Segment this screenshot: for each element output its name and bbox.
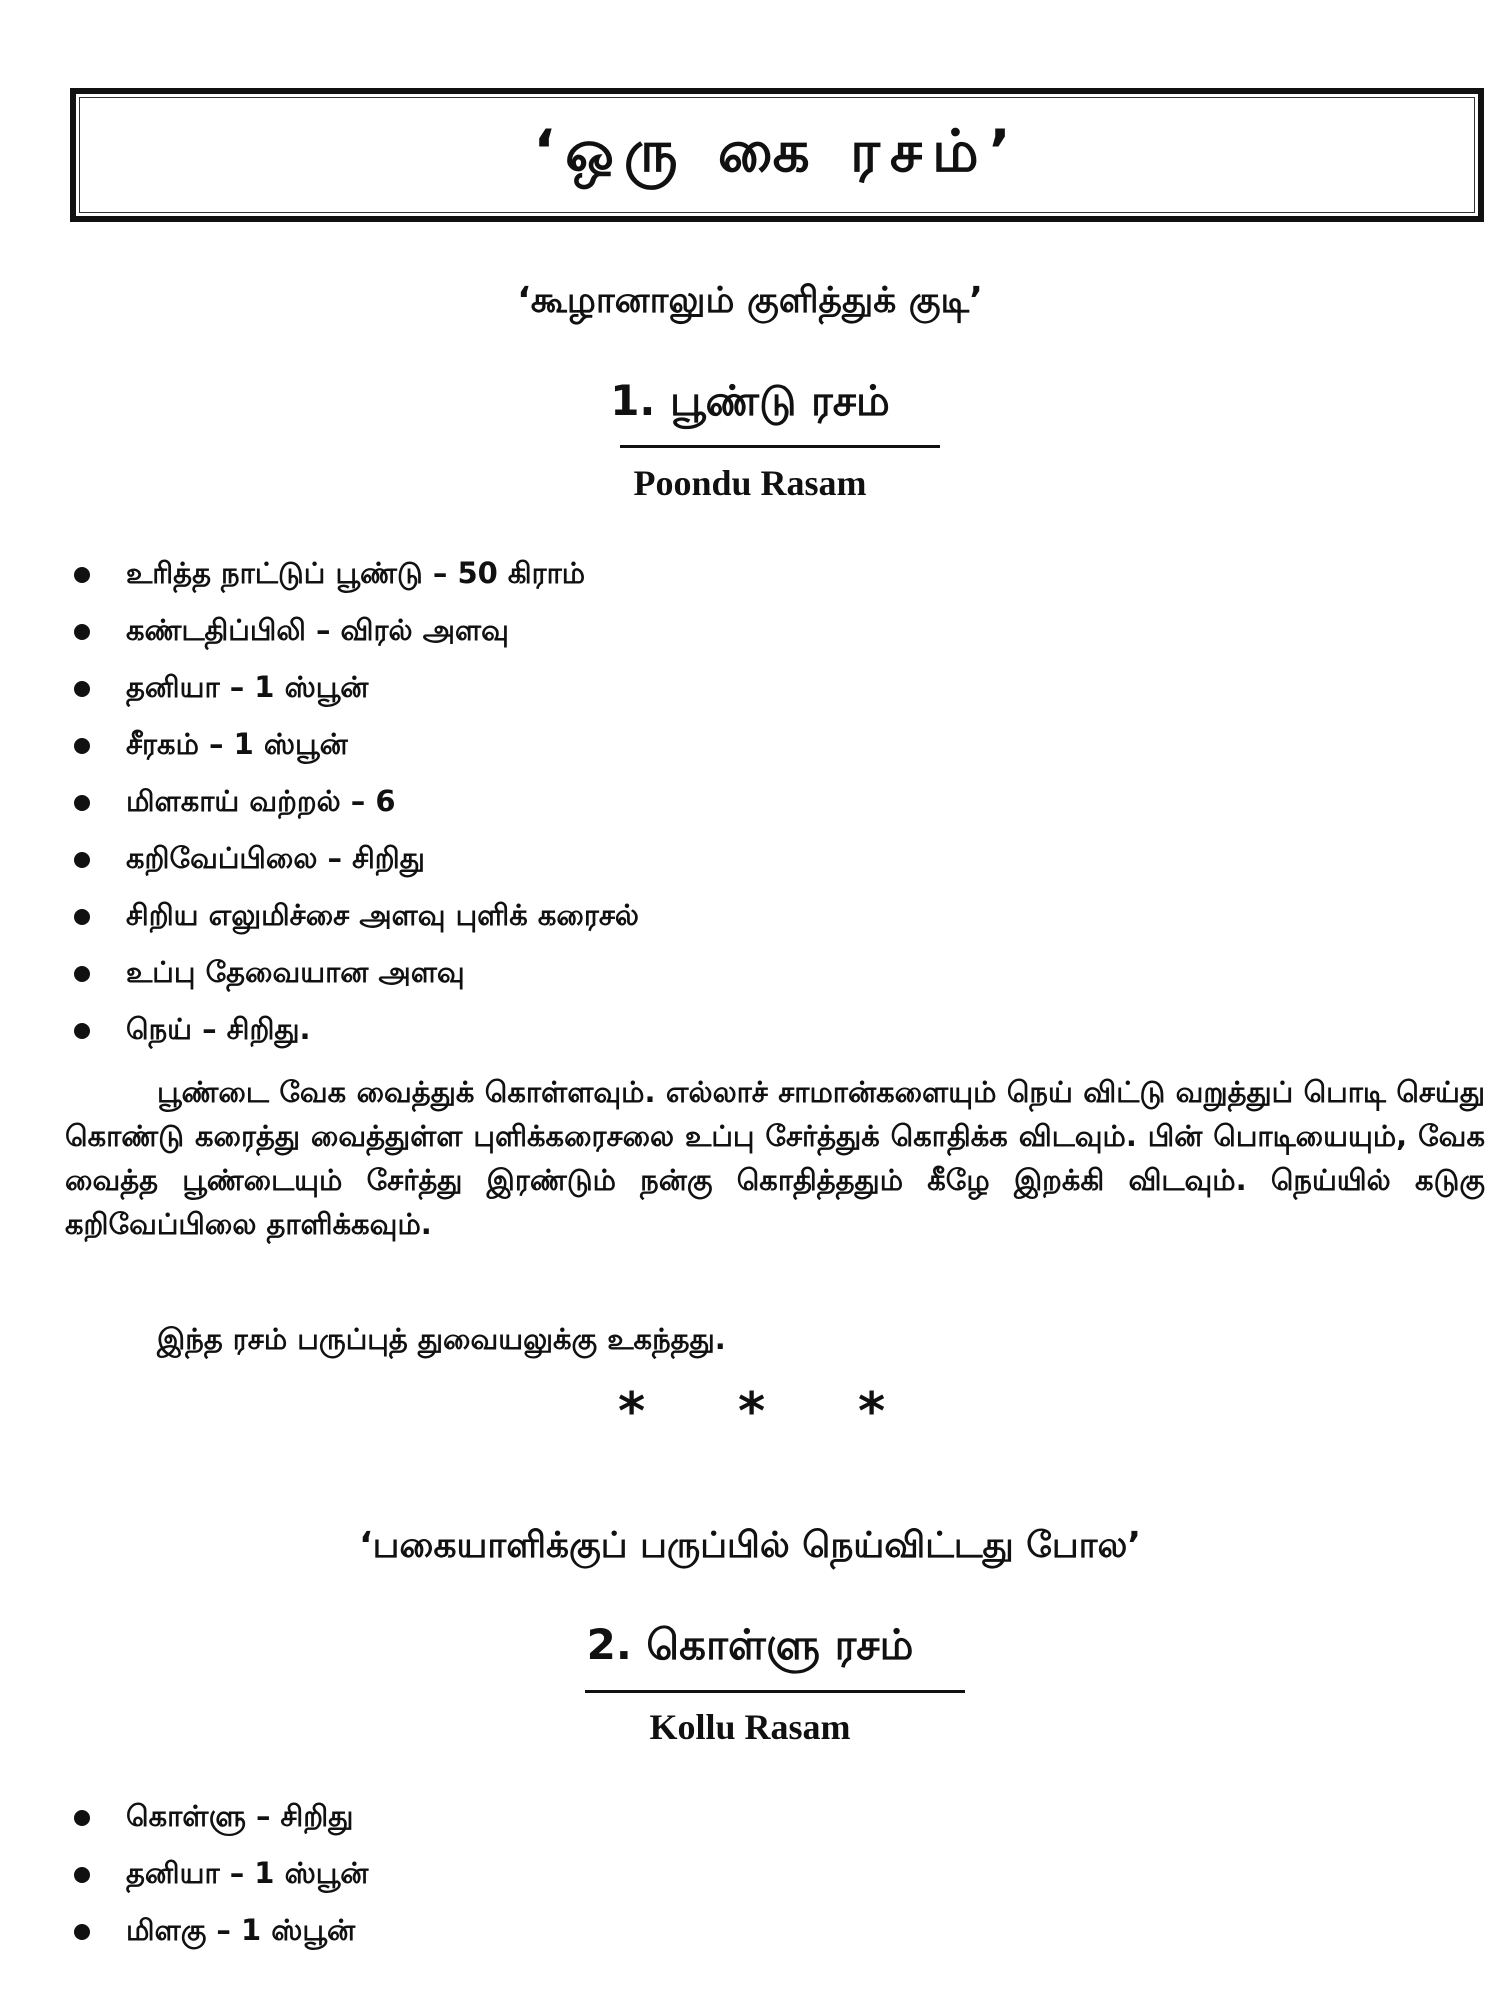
ingredient-text: தனியா – 1 ஸ்பூன் bbox=[126, 670, 369, 704]
ingredient-item bbox=[0, 545, 639, 602]
ingredient-text: நெய் – சிறிது. bbox=[126, 1012, 311, 1046]
recipe-2-title: 2. கொள்ளு ரசம் bbox=[586, 1620, 914, 1669]
ingredient-item bbox=[0, 773, 639, 830]
recipe-1-ingredient-list bbox=[0, 545, 639, 1058]
bullet-icon bbox=[74, 966, 90, 982]
recipe-2-proverb: ‘பகையாளிக்குப் பருப்பில் நெய்விட்டது போல’ bbox=[358, 1525, 1142, 1566]
recipe-1-english-title: Poondu Rasam bbox=[633, 463, 867, 503]
ingredient-item bbox=[0, 659, 639, 716]
ingredient-text: சீரகம் – 1 ஸ்பூன் bbox=[126, 727, 348, 761]
ingredient-text: உப்பு தேவையான அளவு bbox=[126, 955, 465, 989]
ingredient-item bbox=[0, 887, 639, 944]
bullet-icon bbox=[74, 1924, 90, 1940]
ingredient-text: உரித்த நாட்டுப் பூண்டு – 50 கிராம் bbox=[126, 556, 586, 590]
recipe-1-title-underline bbox=[620, 445, 940, 448]
ingredient-item bbox=[0, 716, 639, 773]
bullet-icon bbox=[74, 1810, 90, 1826]
ingredient-item bbox=[0, 1788, 368, 1845]
title-box bbox=[70, 88, 1484, 222]
separator-star-icon: * bbox=[618, 1382, 646, 1442]
recipe-1-note: இந்த ரசம் பருப்புத் துவையலுக்கு உகந்தது. bbox=[157, 1322, 726, 1356]
ingredient-text: மிளகு – 1 ஸ்பூன் bbox=[126, 1913, 356, 1947]
bullet-icon bbox=[74, 738, 90, 754]
separator-star-icon: * bbox=[738, 1382, 766, 1442]
ingredient-item bbox=[0, 944, 639, 1001]
bullet-icon bbox=[74, 567, 90, 583]
ingredient-text: கறிவேப்பிலை – சிறிது bbox=[126, 841, 425, 875]
bullet-icon bbox=[74, 624, 90, 640]
bullet-icon bbox=[74, 909, 90, 925]
recipe-2-ingredient-list bbox=[0, 1788, 368, 1959]
bullet-icon bbox=[74, 1023, 90, 1039]
recipe-1-method: பூண்டை வேக வைத்துக் கொள்ளவும். எல்லாச் சாமான்களையும் நெய் விட்டு வறுத்துப் பொடி செய்து கொண்டு கரைத்து வைத்துள்ள புளிக்கரைசலை உப்பு சேர்த்துக் கொதிக்க விடவும். பின் பொடியையும், வேக வைத்த பூண்டையும் சேர்த்து இரண்டும் நன்கு கொதித்ததும் கீழே இறக்கி விடவும். நெய்யில் கடுகு கறிவேப்பிலை தாளிக்கவும். bbox=[65, 1075, 1485, 1241]
ingredient-text: கொள்ளு – சிறிது bbox=[126, 1799, 354, 1833]
recipe-1-proverb: ‘கூழானாலும் குளித்துக் குடி’ bbox=[517, 280, 983, 321]
ingredient-text: கண்டதிப்பிலி – விரல் அளவு bbox=[126, 613, 509, 647]
separator-star-icon: * bbox=[858, 1382, 886, 1442]
ingredient-item bbox=[0, 1845, 368, 1902]
ingredient-item bbox=[0, 830, 639, 887]
recipe-2-title-underline bbox=[585, 1690, 965, 1693]
ingredient-item bbox=[0, 1001, 639, 1058]
bullet-icon bbox=[74, 681, 90, 697]
section-separator bbox=[0, 1382, 1500, 1442]
page-title: ‘ஒரு கை ரசம்’ bbox=[533, 117, 1021, 185]
recipe-2-english-title: Kollu Rasam bbox=[649, 1707, 851, 1747]
recipe-1-title: 1. பூண்டு ரசம் bbox=[610, 376, 890, 425]
ingredient-item bbox=[0, 1902, 368, 1959]
ingredient-text: சிறிய எலுமிச்சை அளவு புளிக் கரைசல் bbox=[126, 898, 639, 932]
bullet-icon bbox=[74, 852, 90, 868]
ingredient-text: மிளகாய் வற்றல் – 6 bbox=[126, 784, 396, 818]
bullet-icon bbox=[74, 1867, 90, 1883]
bullet-icon bbox=[74, 795, 90, 811]
ingredient-item bbox=[0, 602, 639, 659]
ingredient-text: தனியா – 1 ஸ்பூன் bbox=[126, 1856, 369, 1890]
